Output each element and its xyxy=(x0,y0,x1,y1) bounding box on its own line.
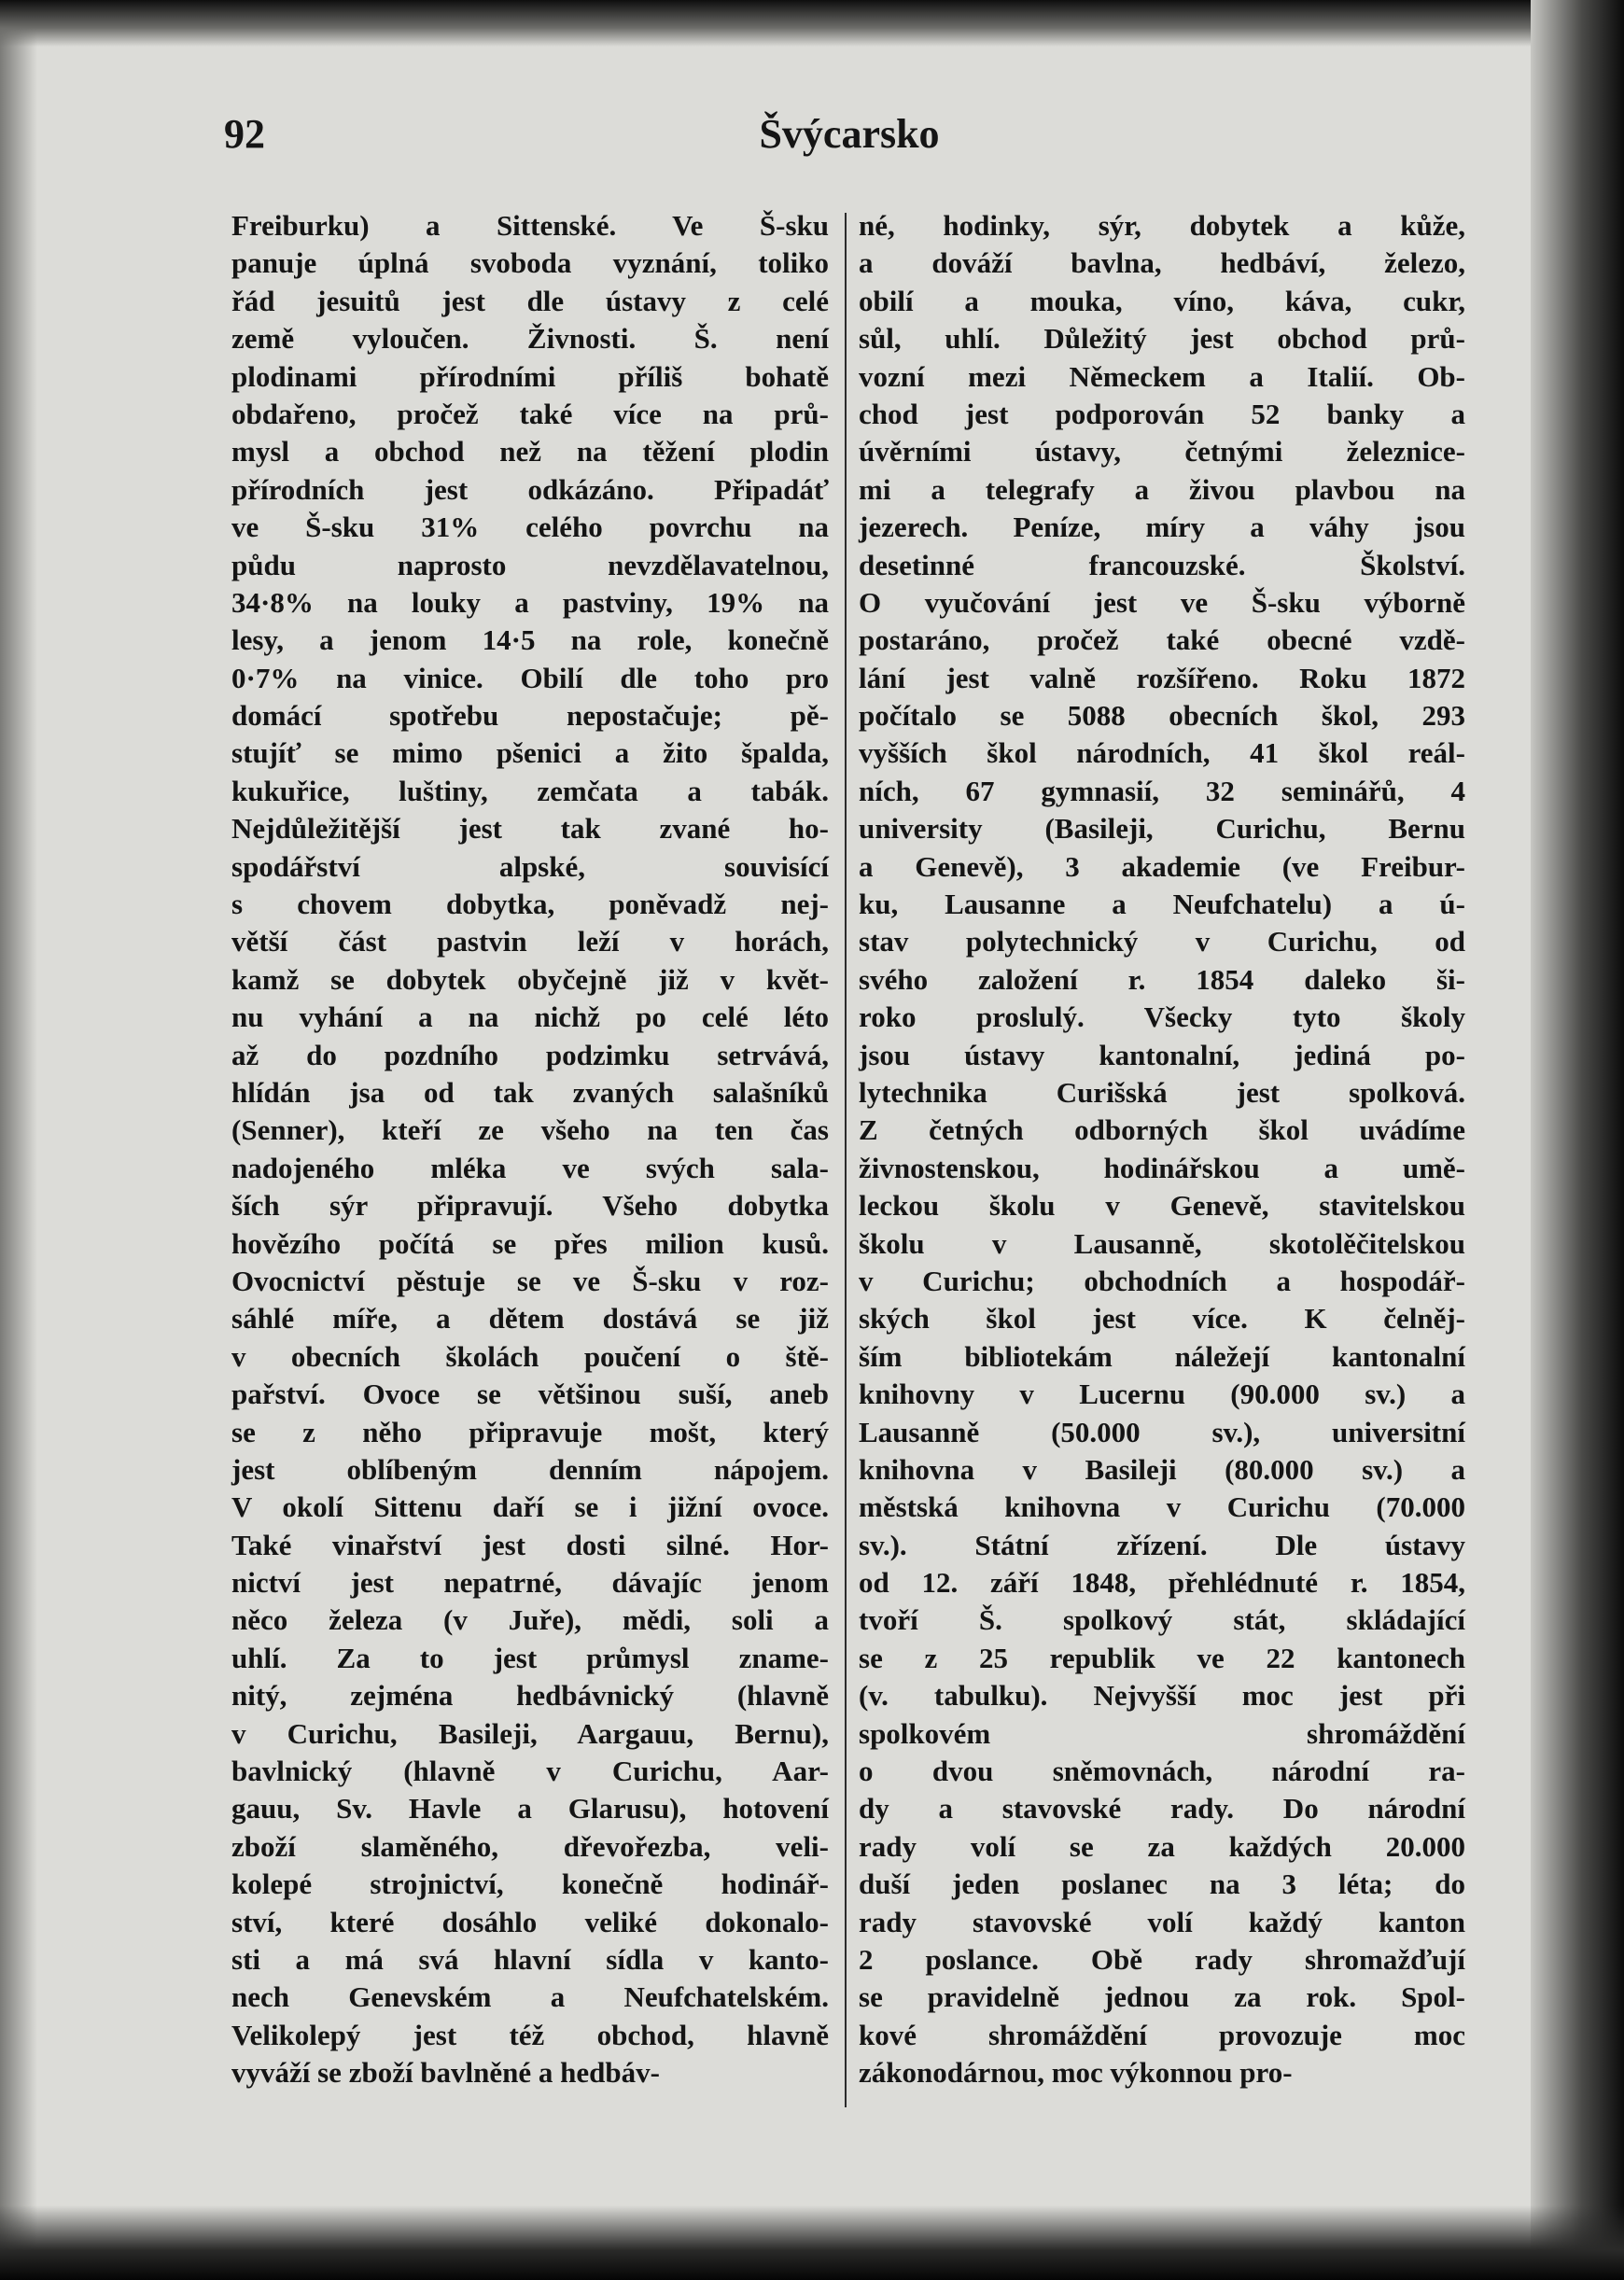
text-line: v obecních školách poučení o ště- xyxy=(231,1339,829,1373)
text-line: Ovocnictví pěstuje se ve Š-sku v roz- xyxy=(231,1264,829,1297)
text-line: roko proslulý. Všecky tyto školy xyxy=(859,1000,1465,1034)
text-line: hlídán jsa od tak zvaných salašníků xyxy=(231,1075,829,1109)
text-line: pařství. Ovoce se většinou suší, aneb xyxy=(231,1378,829,1411)
text-line: jest oblíbeným denním nápojem. xyxy=(231,1452,829,1486)
text-line: ších sýr připravují. Všeho dobytka xyxy=(231,1189,829,1223)
text-line: s chovem dobytka, poněvadž nej- xyxy=(231,888,829,921)
text-line: V okolí Sittenu daří se i jižní ovoce. xyxy=(231,1490,829,1524)
text-line: (v. tabulku). Nejvyšší moc jest při xyxy=(859,1679,1465,1713)
text-line: ských škol jest více. K čelněj- xyxy=(859,1302,1465,1336)
text-line: ství, které dosáhlo veliké dokonalo- xyxy=(231,1905,829,1938)
text-line: zákonodárnou, moc výkonnou pro- xyxy=(859,2056,1293,2090)
text-line: mi a telegrafy a živou plavbou na xyxy=(859,472,1465,506)
text-line: rady stavovské volí každý kanton xyxy=(859,1905,1465,1938)
text-line: něco železa (v Juře), mědi, soli a xyxy=(231,1603,829,1637)
text-line: se z 25 republik ve 22 kantonech xyxy=(859,1641,1465,1674)
text-line: Také vinařství jest dosti silné. Hor- xyxy=(231,1528,829,1561)
text-line: Lausanně (50.000 sv.), universitní xyxy=(859,1415,1465,1448)
scan-shadow-top xyxy=(0,0,1624,47)
text-line: panuje úplná svoboda vyznání, toliko xyxy=(231,246,829,280)
text-line: Nejdůležitější jest tak zvané ho- xyxy=(231,812,829,846)
text-line: v Curichu, Basileji, Aargauu, Bernu), xyxy=(231,1716,829,1750)
text-line: stav polytechnický v Curichu, od xyxy=(859,925,1465,958)
text-line: 2 poslance. Obě rady shromažďují xyxy=(859,1942,1465,1976)
text-line: vozní mezi Německem a Italií. Ob- xyxy=(859,359,1465,393)
text-line: 0·7% na vinice. Obilí dle toho pro xyxy=(231,661,829,694)
text-line: lesy, a jenom 14·5 na role, konečně xyxy=(231,623,829,657)
text-line: a Genevě), 3 akademie (ve Freibur- xyxy=(859,849,1465,883)
column-divider xyxy=(845,213,847,2107)
text-line: kamž se dobytek obyčejně již v květ- xyxy=(231,962,829,996)
text-line: knihovna v Basileji (80.000 sv.) a xyxy=(859,1452,1465,1486)
text-line: desetinné francouzské. Školství. xyxy=(859,548,1465,581)
text-line: země vyloučen. Živnosti. Š. není xyxy=(231,322,829,356)
text-line: jsou ústavy kantonalní, jediná po- xyxy=(859,1038,1465,1071)
text-line: přírodních jest odkázáno. Připadáť xyxy=(231,472,829,506)
text-line: sv.). Státní zřízení. Dle ústavy xyxy=(859,1528,1465,1561)
text-line: chod jest podporován 52 banky a xyxy=(859,397,1465,430)
text-line: obdařeno, pročež také více na prů- xyxy=(231,397,829,430)
text-line: nech Genevském a Neufchatelském. xyxy=(231,1980,829,2014)
text-line: se z něho připravuje mošt, který xyxy=(231,1415,829,1448)
text-line: obilí a mouka, víno, káva, cukr, xyxy=(859,284,1465,317)
text-line: kukuřice, luštiny, zemčata a tabák. xyxy=(231,774,829,807)
text-line: vyváží se zboží bavlněné a hedbáv- xyxy=(231,2056,660,2090)
text-line: kolepé strojnictví, konečně hodinář- xyxy=(231,1867,829,1901)
text-line: lytechnika Curišská jest spolková. xyxy=(859,1075,1465,1109)
text-line: gauu, Sv. Havle a Glarusu), hotovení xyxy=(231,1792,829,1825)
text-line: řád jesuitů jest dle ústavy z celé xyxy=(231,284,829,317)
page-number: 92 xyxy=(224,111,265,157)
text-line: O vyučování jest ve Š-sku výborně xyxy=(859,585,1465,619)
text-line: uhlí. Za to jest průmysl znamе- xyxy=(231,1641,829,1674)
running-head-title: Švýcarsko xyxy=(759,111,940,157)
text-line: ních, 67 gymnasií, 32 seminářů, 4 xyxy=(859,774,1465,807)
scan-shadow-right xyxy=(1531,0,1624,2280)
text-line: zboží slaměného, dřevořezba, veli- xyxy=(231,1829,829,1863)
scan-shadow-bottom xyxy=(0,2205,1624,2280)
text-line: od 12. září 1848, přehlédnuté r. 1854, xyxy=(859,1566,1465,1600)
text-line: né, hodinky, sýr, dobytek a kůže, xyxy=(859,209,1465,242)
scan-shadow-left xyxy=(0,0,37,2280)
text-line: nictví jest nepatrné, dávajíc jenom xyxy=(231,1566,829,1600)
text-line: university (Basileji, Curichu, Bernu xyxy=(859,812,1465,846)
text-line: (Senner), kteří ze všeho na ten čas xyxy=(231,1113,829,1147)
text-line: sůl, uhlí. Důležitý jest obchod prů- xyxy=(859,322,1465,356)
text-line: bavlnický (hlavně v Curichu, Aar- xyxy=(231,1755,829,1788)
text-line: nadojeného mléka ve svých sala- xyxy=(231,1151,829,1184)
text-line: v Curichu; obchodních a hospodář- xyxy=(859,1264,1465,1297)
text-line: svého založení r. 1854 daleko ši- xyxy=(859,962,1465,996)
text-line: mysl a obchod než na těžení plodin xyxy=(231,435,829,469)
text-line: leckou školu v Genevě, stavitelskou xyxy=(859,1189,1465,1223)
text-line: plodinami přírodními příliš bohatě xyxy=(231,359,829,393)
text-line: až do pozdního podzimku setrvává, xyxy=(231,1038,829,1071)
text-line: domácí spotřebu nepostačuje; pě- xyxy=(231,699,829,733)
text-line: dy a stavovské rady. Do národní xyxy=(859,1792,1465,1825)
text-line: nu vyhání a na nichž po celé léto xyxy=(231,1000,829,1034)
text-line: lání jest valně rozšířeno. Roku 1872 xyxy=(859,661,1465,694)
text-line: nitý, zejména hedbávnický (hlavně xyxy=(231,1679,829,1713)
text-line: tvoří Š. spolkový stát, skládající xyxy=(859,1603,1465,1637)
text-line: 34·8% na louky a pastviny, 19% na xyxy=(231,585,829,619)
text-line: ším bibliotekám náležejí kantonalní xyxy=(859,1339,1465,1373)
text-line: sáhlé míře, a dětem dostává se již xyxy=(231,1302,829,1336)
text-line: sti a má svá hlavní sídla v kanto- xyxy=(231,1942,829,1976)
text-line: větší část pastvin leží v horách, xyxy=(231,925,829,958)
text-line: se pravidelně jednou za rok. Spol- xyxy=(859,1980,1465,2014)
text-line: stujíť se mimo pšenici a žito špalda, xyxy=(231,736,829,770)
text-line: kové shromáždění provozuje moc xyxy=(859,2018,1465,2051)
text-line: počítalo se 5088 obecních škol, 293 xyxy=(859,699,1465,733)
right-text-column xyxy=(859,207,1465,2092)
text-line: školu v Lausanně, skotolěčitelskou xyxy=(859,1226,1465,1260)
text-line: živnostenskou, hodinářskou a umě- xyxy=(859,1151,1465,1184)
text-line: vyšších škol národních, 41 škol reál- xyxy=(859,736,1465,770)
text-line: Z četných odborných škol uvádíme xyxy=(859,1113,1465,1147)
text-line: Velikolepý jest též obchod, hlavně xyxy=(231,2018,829,2051)
text-line: o dvou sněmovnách, národní ra- xyxy=(859,1755,1465,1788)
text-line: půdu naprosto nevzdělavatelnou, xyxy=(231,548,829,581)
text-line: Freiburku) a Sittenské. Ve Š-sku xyxy=(231,209,829,242)
text-line: hovězího počítá se přes milion kusů. xyxy=(231,1226,829,1260)
text-line: jezerech. Peníze, míry a váhy jsou xyxy=(859,511,1465,544)
text-line: spodářství alpské, souvisící xyxy=(231,849,829,883)
text-line: městská knihovna v Curichu (70.000 xyxy=(859,1490,1465,1524)
text-line: postaráno, pročež také obecné vzdě- xyxy=(859,623,1465,657)
left-text-column xyxy=(231,207,829,2092)
text-line: ku, Lausanne a Neufchatelu) a ú- xyxy=(859,888,1465,921)
text-line: úvěrními ústavy, četnými železnice- xyxy=(859,435,1465,469)
text-line: ve Š-sku 31% celého povrchu na xyxy=(231,511,829,544)
text-line: a dováží bavlna, hedbáví, železo, xyxy=(859,246,1465,280)
text-line: knihovny v Lucernu (90.000 sv.) a xyxy=(859,1378,1465,1411)
text-line: rady volí se za každých 20.000 xyxy=(859,1829,1465,1863)
text-line: duší jeden poslanec na 3 léta; do xyxy=(859,1867,1465,1901)
text-line: spolkovém shromáždění xyxy=(859,1716,1465,1750)
